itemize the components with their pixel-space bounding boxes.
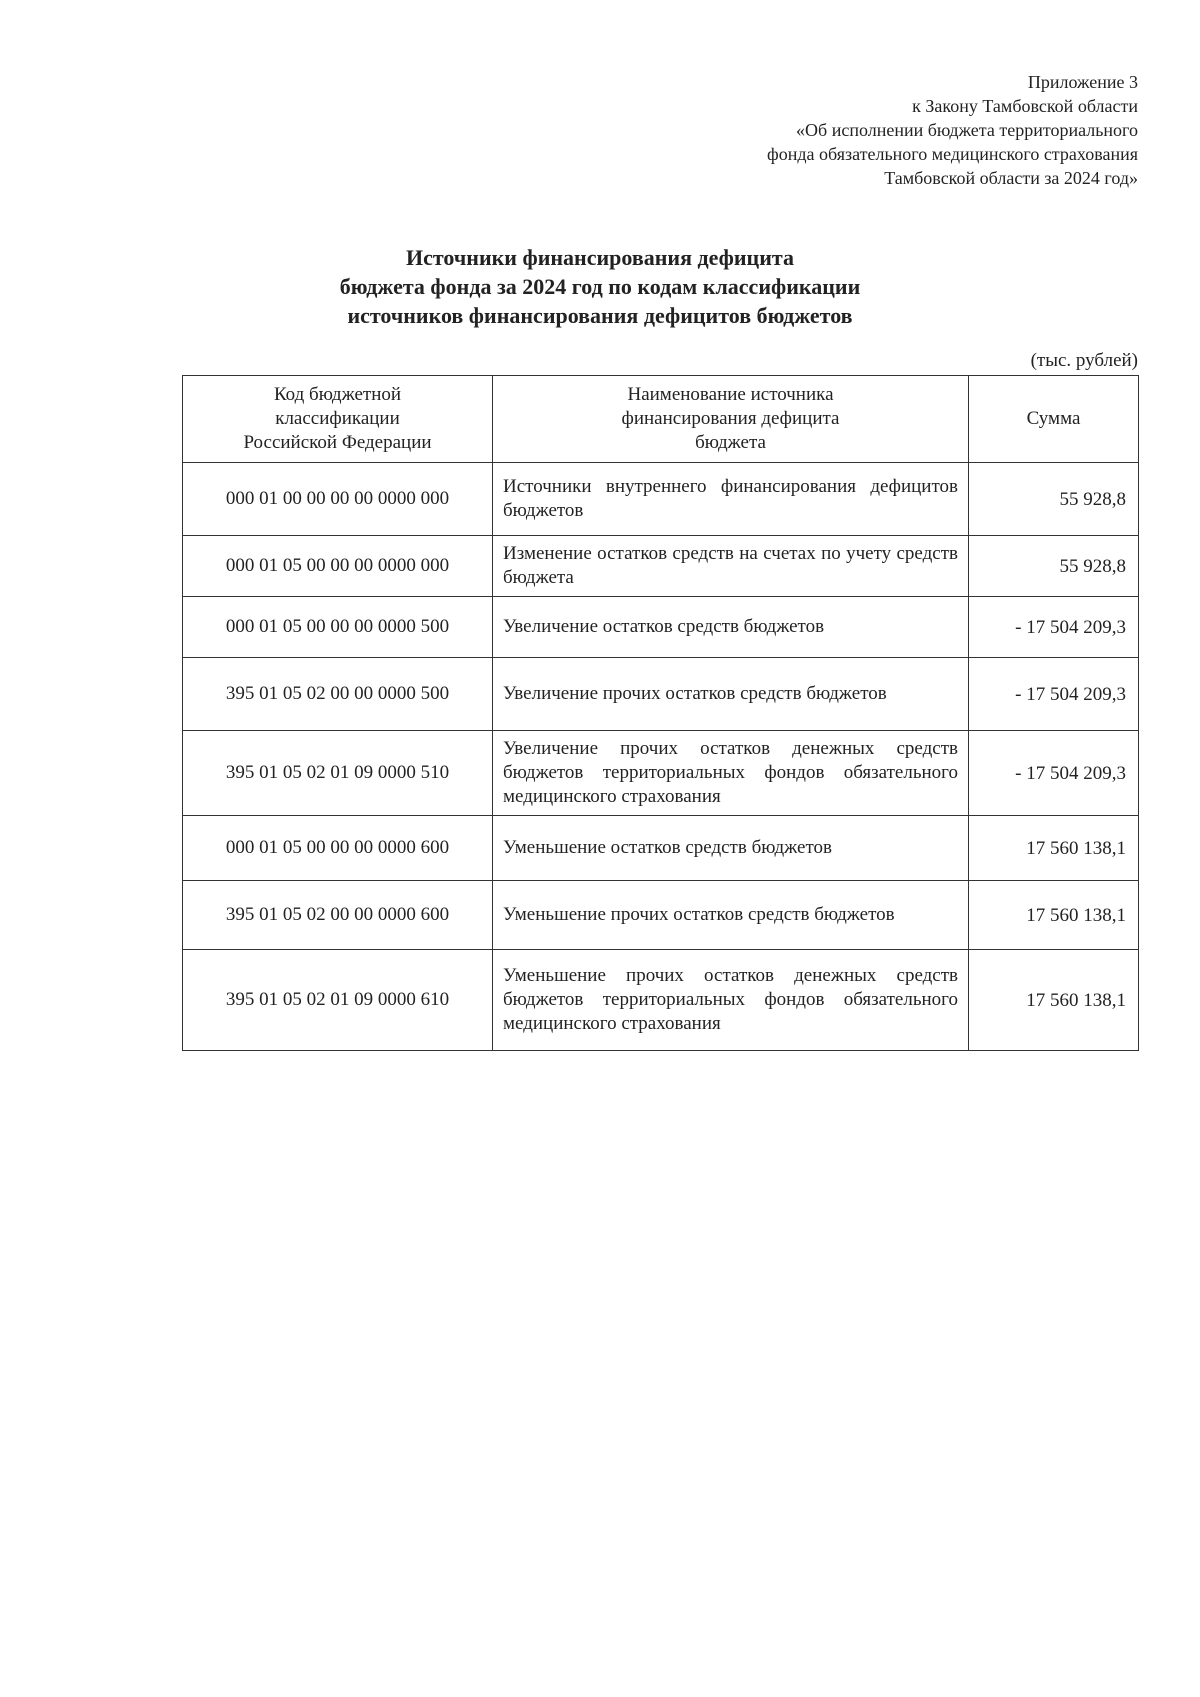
header-name xyxy=(493,376,969,463)
table-row xyxy=(183,463,1139,536)
row-sum: 17 560 138,1 xyxy=(969,881,1139,950)
row-code: 395 01 05 02 00 00 0000 500 xyxy=(183,658,493,731)
appendix-line: «Об исполнении бюджета территориального xyxy=(796,120,1138,140)
appendix-line: к Закону Тамбовской области xyxy=(912,96,1138,116)
row-name: Увеличение прочих остатков денежных средств бюджетов территориальных фондов обязательного медицинского страхования xyxy=(493,731,969,816)
table-header-row xyxy=(183,376,1139,463)
row-name: Изменение остатков средств на счетах по учету средств бюджета xyxy=(493,536,969,597)
title-line: бюджета фонда за 2024 год по кодам классификации xyxy=(339,274,861,299)
financing-sources-table xyxy=(182,375,1139,1051)
row-code: 395 01 05 02 01 09 0000 610 xyxy=(183,950,493,1051)
row-name: Уменьшение прочих остатков денежных средств бюджетов территориальных фондов обязательного медицинского страхования xyxy=(493,950,969,1051)
table-row xyxy=(183,731,1139,816)
row-name: Уменьшение прочих остатков средств бюджетов xyxy=(493,881,969,950)
table-row xyxy=(183,950,1139,1051)
title-line: Источники финансирования дефицита xyxy=(406,245,794,270)
header-code-line: классификации xyxy=(275,408,400,429)
row-name: Увеличение остатков средств бюджетов xyxy=(493,597,969,658)
header-name-line: бюджета xyxy=(695,432,766,453)
row-name: Источники внутреннего финансирования дефицитов бюджетов xyxy=(493,463,969,536)
row-sum: 17 560 138,1 xyxy=(969,816,1139,881)
table-row xyxy=(183,536,1139,597)
header-code xyxy=(183,376,493,463)
row-code: 000 01 05 00 00 00 0000 600 xyxy=(183,816,493,881)
title-line: источников финансирования дефицитов бюджетов xyxy=(347,303,853,328)
header-code-line: Код бюджетной xyxy=(273,384,402,405)
appendix-line: Тамбовской области за 2024 год» xyxy=(884,168,1138,188)
table-row xyxy=(183,597,1139,658)
header-code-line: Российской Федерации xyxy=(243,432,432,453)
row-code: 395 01 05 02 01 09 0000 510 xyxy=(183,731,493,816)
row-sum: 55 928,8 xyxy=(969,536,1139,597)
table-row xyxy=(183,881,1139,950)
row-code: 000 01 05 00 00 00 0000 500 xyxy=(183,597,493,658)
table-row xyxy=(183,658,1139,731)
row-name: Увеличение прочих остатков средств бюджетов xyxy=(493,658,969,731)
unit-label: (тыс. рублей) xyxy=(1030,350,1138,371)
table-row xyxy=(183,816,1139,881)
header-name-line: финансирования дефицита xyxy=(621,408,840,429)
row-code: 395 01 05 02 00 00 0000 600 xyxy=(183,881,493,950)
row-code: 000 01 05 00 00 00 0000 000 xyxy=(183,536,493,597)
appendix-line: фонда обязательного медицинского страхования xyxy=(767,144,1138,164)
row-sum: - 17 504 209,3 xyxy=(969,731,1139,816)
row-code: 000 01 00 00 00 00 0000 000 xyxy=(183,463,493,536)
header-name-line: Наименование источника xyxy=(627,384,834,405)
row-sum: - 17 504 209,3 xyxy=(969,658,1139,731)
appendix-note xyxy=(767,70,1138,190)
row-sum: 17 560 138,1 xyxy=(969,950,1139,1051)
row-sum: - 17 504 209,3 xyxy=(969,597,1139,658)
header-sum: Сумма xyxy=(969,376,1139,463)
document-title xyxy=(0,243,1200,330)
row-name: Уменьшение остатков средств бюджетов xyxy=(493,816,969,881)
appendix-line: Приложение 3 xyxy=(1027,72,1138,92)
row-sum: 55 928,8 xyxy=(969,463,1139,536)
